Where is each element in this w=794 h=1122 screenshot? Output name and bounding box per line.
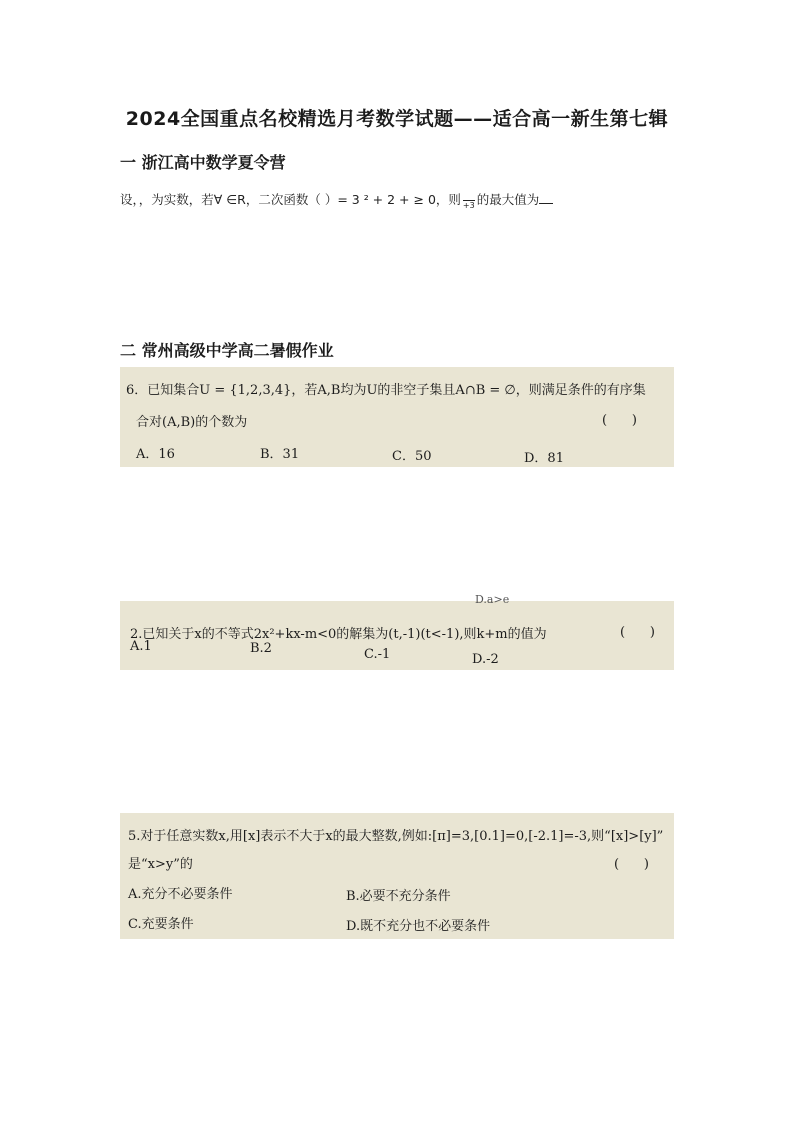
section-heading-zhejiang: 一 浙江高中数学夏令营 [120, 153, 286, 172]
option-c: C．50 [392, 449, 432, 464]
answer-parentheses: ( ) [620, 625, 655, 640]
cropped-fragment: D.a>e [475, 593, 510, 606]
question-card-6 [120, 367, 674, 467]
option-c: C.-1 [364, 647, 391, 662]
option-d: D.既不充分也不必要条件 [346, 919, 491, 934]
option-d: D．81 [524, 451, 564, 466]
option-b: B．31 [260, 447, 300, 462]
option-c: C.充要条件 [128, 917, 194, 932]
question-card-2 [120, 593, 674, 670]
option-a: A.1 [130, 639, 152, 654]
answer-parentheses: ( ) [614, 857, 649, 872]
fraction [463, 191, 475, 210]
option-a: A.充分不必要条件 [128, 887, 233, 902]
question-zhejiang [120, 190, 553, 210]
question-6-stem-line2: 合对(A,B)的个数为 [136, 415, 248, 430]
question-5-stem-line1: 5.对于任意实数x,用[x]表示不大于x的最大整数,例如:[π]=3,[0.1]=0,[-2.1]=-3,则“[x]>[y]” [128, 829, 664, 844]
question-zhejiang-tail: 的最大值为 [476, 192, 540, 207]
answer-parentheses: ( ) [602, 413, 637, 428]
document-title: 2024全国重点名校精选月考数学试题——适合高一新生第七辑 [125, 108, 669, 130]
question-5-stem-line2: 是“x>y”的 [128, 857, 193, 872]
fraction-numerator [463, 191, 475, 201]
answer-blank [539, 191, 553, 204]
option-d: D.-2 [472, 652, 499, 667]
option-b: B.必要不充分条件 [346, 889, 451, 904]
option-b: B.2 [250, 641, 272, 656]
question-zhejiang-text: 设，，为实数，若∀ ∈R，二次函数（ ）= 3 ² + 2 + ≥ 0，则 [120, 192, 461, 207]
section-heading-changzhou: 二 常州高级中学高二暑假作业 [120, 341, 334, 360]
fraction-denominator: +3 [462, 201, 475, 210]
question-card-5 [120, 813, 674, 939]
option-a: A．16 [136, 447, 175, 462]
question-2-stem: 2.已知关于x的不等式2x²+kx-m<0的解集为(t,-1)(t<-1),则k+m的值为 [130, 627, 547, 642]
question-6-stem-line1: 6．已知集合U = {1,2,3,4}，若A,B均为U的非空子集且A∩B = ∅，则满足条件的有序集 [126, 383, 646, 398]
